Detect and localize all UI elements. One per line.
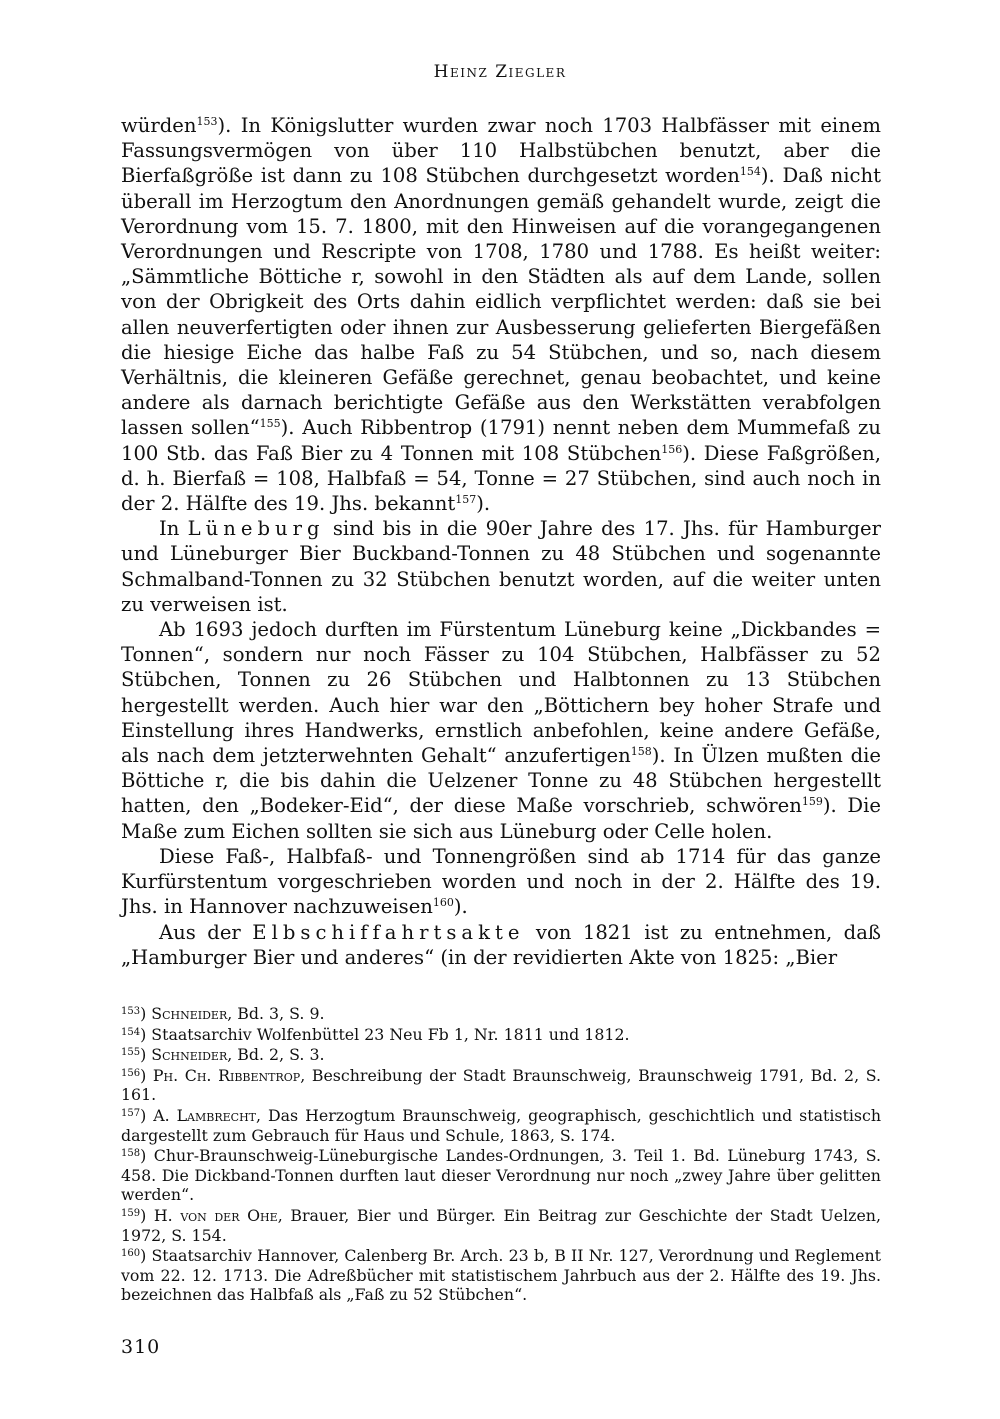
footnote-number: 160 [121,1248,141,1260]
footnote-author: Ph. Ch. Ribbentrop [152,1065,301,1085]
footnote-author: Schneider [151,1004,228,1023]
footnote-ref: 154 [739,165,761,179]
text-run: ). Die Maße zum Eichen sollten sie sich aus Lüneburg oder Celle holen. [121,794,881,843]
footnote-text: , Das Herzogtum Braunschweig, geographisch, geschichtlich und statistisch dargestellt zum Gebrauch für Haus und Schule, 1863, S. 174. [121,1105,882,1145]
page-number: 310 [121,1336,161,1358]
paragraph-3 [121,617,881,844]
footnote-ref: 156 [661,442,683,456]
footnote-ref: 159 [801,795,823,809]
footnote-ref: 155 [259,417,281,431]
text-run: ). Diese Faßgrößen, d. h. Bierfaß = 108, Halbfaß = 54, Tonne = 27 Stübchen, sind auch noch in der 2. Hälfte des 19. Jhs. bekannt [121,441,882,516]
footnote-text: Staatsarchiv Hannover, Calenberg Br. Arch. 23 b, B II Nr. 127, Verordnung und Reglement vom 22. 12. 1713. Die Adreßbücher mit statistischem Jahrbuch aus der 2. Hälfte des 19. Jhs. bezeichnen das Halbfaß als „Faß zu 52 Stübchen“. [121,1246,882,1305]
text-run: ). In Königslutter wurden zwar noch 1703 Halbfässer mit einem Fassungsvermögen von über 110 Halbstübchen benutzt, aber die Bierfaßgröße ist dann zu 108 Stübchen durchgesetzt worden [121,114,881,188]
text-run: ). Auch Ribbentrop (1791) nennt neben dem Mummefaß zu 100 Stb. das Faß Bier zu 4 Tonnen mit 108 Stübchen [121,416,882,465]
footnote-number: 158 [121,1148,141,1160]
text-run: Aus der [159,920,253,944]
text-run: In [159,517,188,541]
text-run: von 1821 ist zu entnehmen, daß „Hamburger Bier und anderes“ (in der revidierten Akte von 1825: „Bier [121,920,881,969]
footnote-author: A. Lambrecht [153,1105,257,1125]
footnote-ref: 153 [196,115,218,128]
emphasized-term: Elbschiffahrtsakte [252,920,525,944]
text-run: ). [453,895,468,919]
footnote-number: 157 [121,1107,141,1119]
footnote-number: 154 [121,1026,141,1038]
emphasized-place-name: Lüneburg [187,517,325,541]
footnote-number: 153 [121,1006,141,1017]
footnote: $^{160}$) Staatsarchiv Hannover, Calenberg Br. Arch. 23 b, B II Nr. 127, Verordnung und Reglement vom 22. 12. 1713. Die Adreßbücher mit statistischem Jahrbuch aus der 2. Hälfte des 19. Jhs. bezeichnen das Halbfaß als „Faß zu 52 Stübchen“. [121,1246,882,1305]
footnote: $^{157}$) A. Lambrecht, Das Herzogtum Braunschweig, geographisch, geschichtlich und statistisch dargestellt zum Gebrauch für Haus und Schule, 1863, S. 174. [121,1105,882,1145]
paragraph-4 [121,844,881,920]
text-run: sind bis in die 90er Jahre des 17. Jhs. für Hamburger und Lüneburger Bier Buckband-Tonnen zu 48 Stübchen und sogenannte Schmalband-Tonnen zu 32 Stübchen benutzt worden, auf die weiter unten zu verweisen ist. [121,517,881,616]
footnote-text: , Beschreibung der Stadt Braunschweig, Braunschweig 1791, Bd. 2, S. 161. [121,1065,881,1105]
footnote-text: Staatsarchiv Wolfenbüttel 23 Neu Fb 1, Nr. 1811 und 1812. [151,1024,630,1044]
footnotes [121,1004,881,1306]
paragraph-1 [121,113,881,516]
footnote-ref: 158 [630,745,652,759]
footnote-author: Schneider [151,1045,228,1065]
main-text [121,113,881,970]
text-run: Diese Faß-, Halbfaß- und Tonnengrößen sind ab 1714 für das ganze Kurfürstentum vorgeschrieben worden und noch in der 2. Hälfte des 19. Jhs. in Hannover nachzuweisen [121,844,881,919]
text-run: Ab 1693 jedoch durften im Fürstentum Lüneburg keine „Dickbandes = Tonnen“, sondern nur noch Fässer zu 104 Stübchen, Halbfässer zu 52 Stübchen, Tonnen zu 26 Stübchen und Halbtonnen zu 13 Stübchen hergestellt werden. Auch hier war den „Böttichern bey hoher Strafe und Einstellung ihres Handwerks, ernstlich anbefohlen, keine andere Gefäße, als nach dem jetzterwehnten Gehalt“ anzufertigen [121,618,881,768]
footnote-ref: 160 [432,896,454,910]
footnote: $^{155}$) Schneider, Bd. 2, S. 3. [121,1045,325,1065]
running-head: Heinz Ziegler [433,62,567,82]
footnote: $^{156}$) Ph. Ch. Ribbentrop, Beschreibung der Stadt Braunschweig, Braunschweig 1791, Bd. 2, S. 161. [121,1065,881,1105]
text-run: ). In Ülzen mußten die Böttiche r, die bis dahin die Uelzener Tonne zu 48 Stübchen hergestellt hatten, den „Bodeker-Eid“, der diese Maße vorschrieb, schwören [121,744,881,818]
text-run: ). Daß nicht überall im Herzogtum den Anordnungen gemäß gehandelt wurde, zeigt die Verordnung vom 15. 7. 1800, mit den Hinweisen auf die vorangegangenen Verordnungen und Rescripte von 1708, 1780 und 1788. Es heißt weiter: „Sämmtliche Böttiche r, sowohl in den Städten als auf dem Lande, sollen von der Obrigkeit des Orts dahin eidlich verpflichtet werden: daß sie bei allen neuverfertigten oder ihnen zur Ausbesserung gelieferten Biergefäßen die hiesige Eiche das halbe Faß zu 54 Stübchen, und so, nach diesem Verhältnis, die kleineren Gefäße gerechnet, genau beobachtet, und keine andere als darnach berichtigte Gefäße aus den Werkstätten verabfolgen lassen sollen“ [121,164,881,440]
footnote-ref: 157 [455,493,477,507]
footnote: $^{154}$) Staatsarchiv Wolfenbüttel 23 Neu Fb 1, Nr. 1811 und 1812. [121,1024,630,1044]
footnote-number: 156 [121,1067,141,1079]
paragraph-2 [121,516,881,617]
text-run: würden [121,114,197,137]
footnote: $^{153}$) Schneider, Bd. 3, S. 9. [121,1004,325,1023]
footnote-number: 155 [121,1047,141,1059]
footnote: $^{158}$) Chur-Braunschweig-Lüneburgische Landes-Ordnungen, 3. Teil 1. Bd. Lüneburg 1743, S. 458. Die Dickband-Tonnen durften laut dieser Verordnung nur noch „zwey Jahre über gelitten werden“. [121,1146,881,1205]
footnote-number: 159 [121,1207,141,1219]
footnote-text: Chur-Braunschweig-Lüneburgische Landes-Ordnungen, 3. Teil 1. Bd. Lüneburg 1743, S. 458. Die Dickband-Tonnen durften laut dieser Verordnung nur noch „zwey Jahre über gelitten werden“. [121,1146,881,1205]
footnote-text: , Brauer, Bier und Bürger. Ein Beitrag zur Geschichte der Stadt Uelzen, 1972, S. 154. [121,1205,881,1245]
paragraph-5 [121,920,881,970]
footnote-text: , Bd. 3, S. 9. [227,1004,325,1023]
footnote-text: , Bd. 2, S. 3. [227,1045,325,1065]
footnote: $^{159}$) H. von der Ohe, Brauer, Bier und Bürger. Ein Beitrag zur Geschichte der Stadt Uelzen, 1972, S. 154. [121,1205,881,1245]
text-run: ). [476,492,491,516]
footnote-author: H. von der Ohe [153,1205,278,1225]
